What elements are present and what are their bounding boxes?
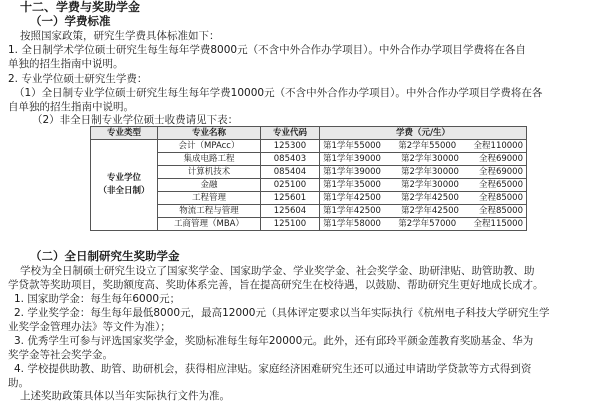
fee-year-2: 第2学年42500 (400, 206, 459, 216)
fee-total: 全程85000 (478, 206, 523, 216)
program-name-cell: 会计（MPAcc） (158, 140, 261, 153)
scholarship-item-3-line-2: 奖学金等社会奖学金。 (8, 349, 113, 361)
subsection-title-fees: （一）学费标准 (30, 14, 111, 28)
program-type-cell (91, 140, 158, 231)
section-title: 十二、学费与奖助学金 (20, 0, 141, 14)
header-fee: 学费（元/生） (320, 127, 527, 140)
fee-year-2: 第2学年57000 (398, 219, 457, 229)
program-fee-cell (320, 218, 527, 231)
paragraph-1-line-2: 单独的招生指南中说明。 (8, 58, 124, 70)
scholarship-item-2-line-1: 2. 学业奖学金：每生每年最低8000元，最高12000元（具体评定要求以当年实际执行《杭州电子科技大学研究生学 (14, 307, 550, 319)
scholarship-item-3-line-1: 3. 优秀学生可参与评选国家奖学金，奖励标准每生每年20000元。此外，还有邱玲平颜金莲教育奖励基金、华为 (14, 335, 534, 347)
program-name-cell: 工商管理（MBA） (158, 218, 261, 231)
program-code-cell: 125100 (261, 218, 320, 231)
fee-year-2: 第2学年30000 (400, 154, 459, 164)
scholarship-item-1: 1. 国家助学金：每生每年6000元； (14, 293, 181, 305)
program-name-cell: 工程管理 (158, 192, 261, 205)
fee-total: 全程69000 (478, 167, 523, 177)
program-name-cell: 计算机技术 (158, 166, 261, 179)
program-fee-cell (320, 179, 527, 192)
program-code-cell: 085404 (261, 166, 320, 179)
program-code-cell: 125604 (261, 205, 320, 218)
fee-table-row (91, 140, 527, 153)
program-code-cell: 025100 (261, 179, 320, 192)
subsection-title-scholarships: （二）全日制研究生奖助学金 (30, 249, 180, 263)
fee-year-2: 第2学年55000 (398, 141, 457, 151)
header-type: 专业类型 (91, 127, 158, 140)
fee-year-1: 第1学年42500 (323, 206, 381, 216)
fee-year-1: 第1学年39000 (323, 154, 381, 164)
fee-year-2: 第2学年42500 (400, 193, 459, 203)
scholarship-item-4-line-2: 助。 (8, 377, 29, 389)
fee-year-1: 第1学年35000 (323, 180, 381, 190)
paragraph-2-2: （2）非全日制专业学位硕士收费请见下表： (32, 114, 239, 126)
intro-text: 按照国家政策，研究生学费具体标准如下： (20, 30, 220, 42)
fee-table (90, 126, 527, 231)
fee-total: 全程115000 (473, 219, 523, 229)
fee-year-1: 第1学年55000 (323, 141, 381, 151)
fee-year-1: 第1学年39000 (323, 167, 381, 177)
closing-note: 上述奖助政策具体以当年实际执行文件为准。 (20, 390, 230, 402)
program-name-cell: 物流工程与管理 (158, 205, 261, 218)
program-fee-cell (320, 140, 527, 153)
fee-total: 全程110000 (473, 141, 523, 151)
paragraph-2-1-line-1: （1）全日制专业学位硕士研究生每生每年学费10000元（不含中外合作办学项目）。中外合作办学项目学费将在各 (14, 87, 543, 99)
fee-year-2: 第2学年30000 (400, 167, 459, 177)
scholarship-item-4-line-1: 4. 学校提供助教、助管、助研机会，获得相应津贴。家庭经济困难研究生还可以通过申请助学贷款等方式得到资 (14, 363, 532, 375)
header-name: 专业名称 (158, 127, 261, 140)
fee-total: 全程65000 (478, 180, 523, 190)
fee-year-2: 第2学年30000 (400, 180, 459, 190)
program-code-cell: 125300 (261, 140, 320, 153)
program-fee-cell (320, 153, 527, 166)
fee-table-header-row (91, 127, 527, 140)
program-code-cell: 125601 (261, 192, 320, 205)
scholarship-item-2-line-2: 业奖学金管理办法》等文件为准）； (8, 321, 171, 333)
program-fee-cell (320, 205, 527, 218)
paragraph-2-title: 2. 专业学位硕士研究生学费： (8, 73, 148, 85)
fee-total: 全程85000 (478, 193, 523, 203)
program-type-line-2: （非全日制） (98, 186, 150, 196)
header-code: 专业代码 (261, 127, 320, 140)
scholarship-intro-line-2: 学贷款等奖助项目，奖助额度高、奖助体系完善，旨在提高研究生在校待遇，以鼓励、帮助研究生更好地成长成才。 (8, 279, 544, 291)
program-name-cell: 金融 (158, 179, 261, 192)
fee-year-1: 第1学年58000 (323, 219, 381, 229)
fee-year-1: 第1学年42500 (323, 193, 381, 203)
paragraph-1-line-1: 1. 全日制学术学位硕士研究生每生每年学费8000元（不含中外合作办学项目）。中外合作办学项目学费将在各自 (8, 44, 526, 56)
scholarship-intro-line-1: 学校为全日制硕士研究生设立了国家奖学金、国家助学金、学业奖学金、社会奖学金、助研津贴、助管助教、助 (20, 265, 535, 277)
paragraph-2-1-line-2: 自单独的招生指南中说明。 (8, 101, 134, 113)
program-type-line-1: 专业学位 (106, 173, 141, 183)
program-name-cell: 集成电路工程 (158, 153, 261, 166)
program-fee-cell (320, 166, 527, 179)
fee-total: 全程69000 (478, 154, 523, 164)
program-code-cell: 085403 (261, 153, 320, 166)
program-fee-cell (320, 192, 527, 205)
